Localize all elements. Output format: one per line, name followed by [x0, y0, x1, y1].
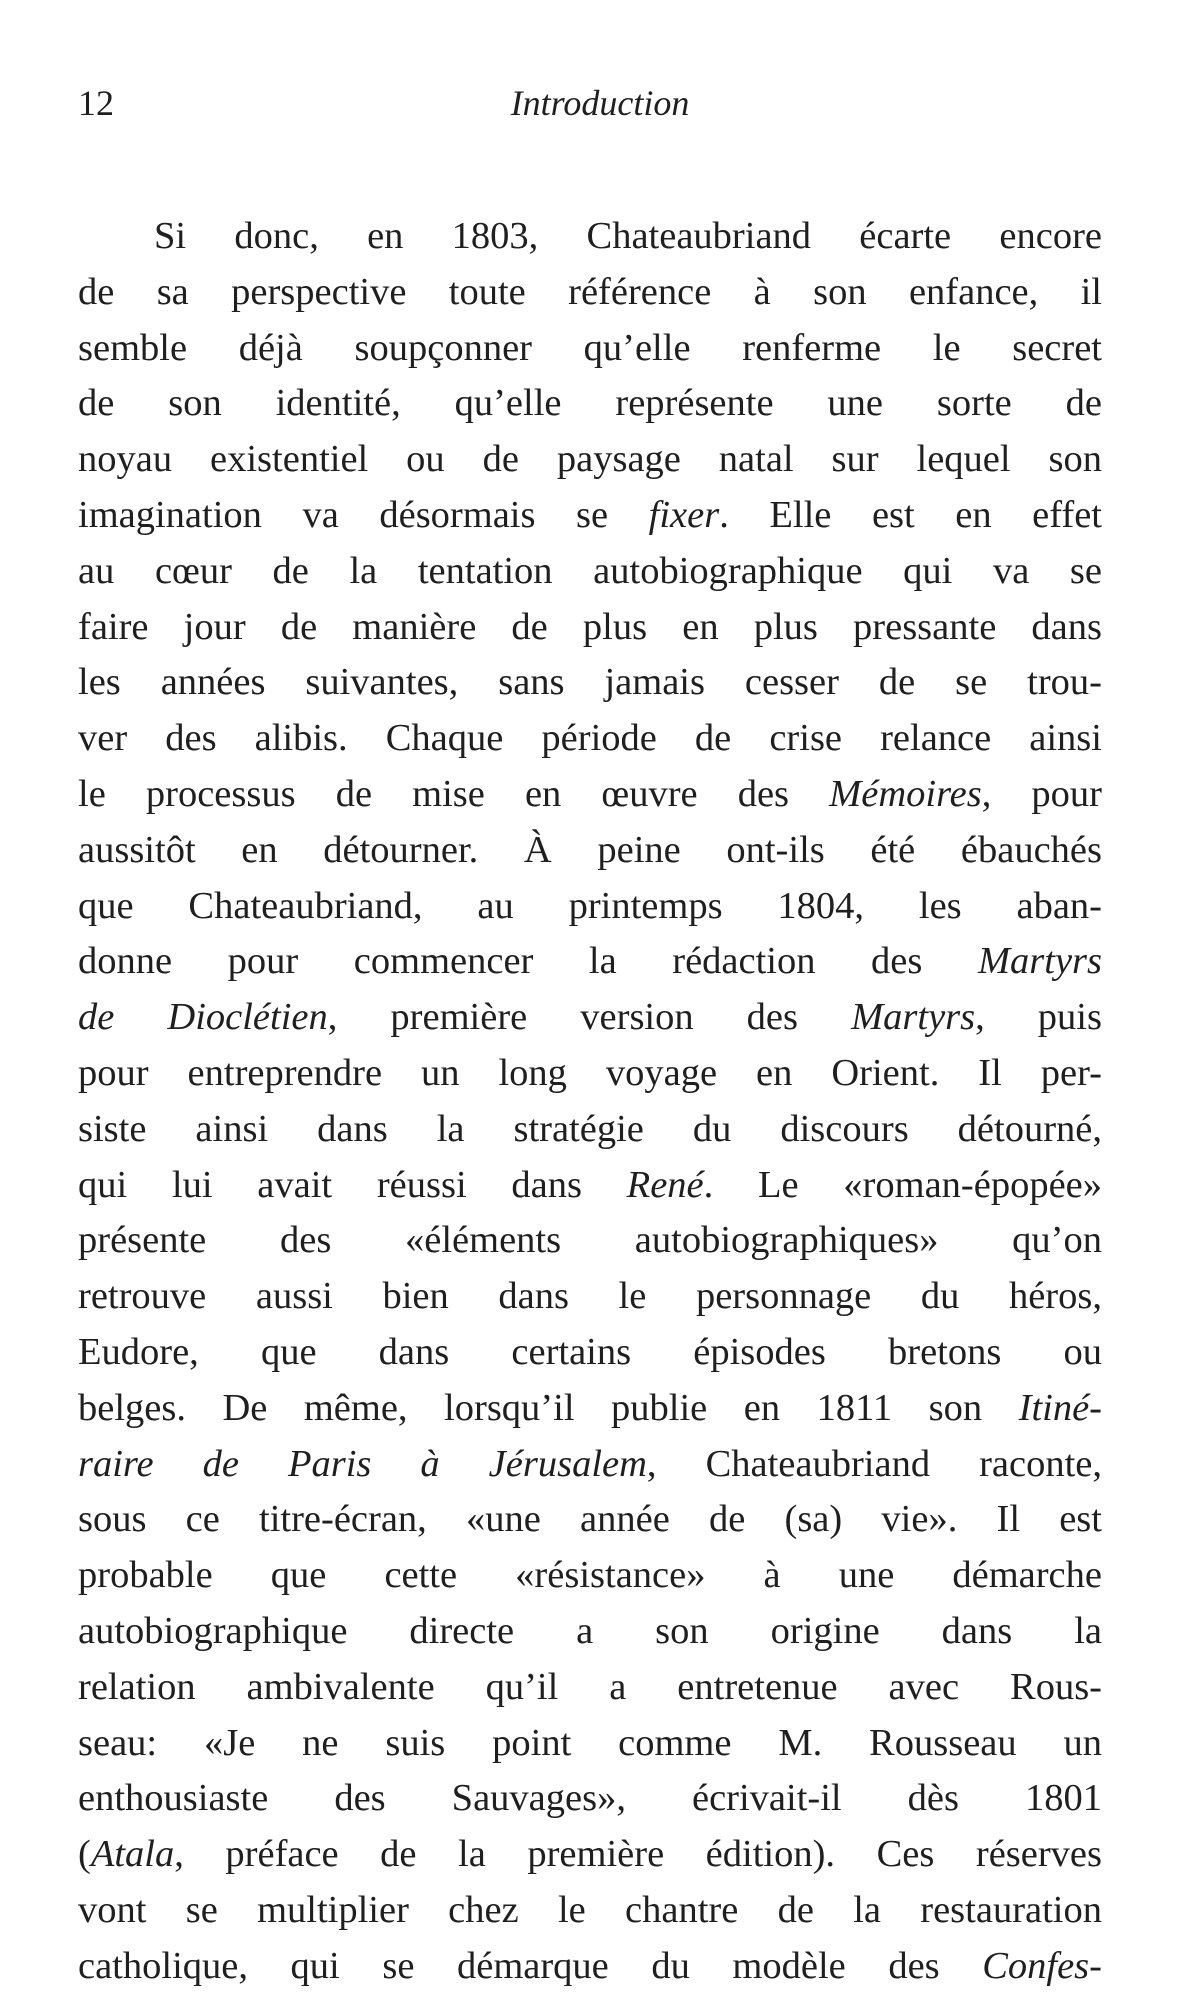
text-run: pour entreprendre un long voyage en Orient. Il per- — [78, 1051, 1102, 1094]
text-run: , première version des — [327, 996, 852, 1039]
text-run: , préface de la première édition). Ces réserves — [174, 1833, 1102, 1876]
text-line — [78, 600, 1102, 656]
text-run: ver des alibis. Chaque période de crise relance ainsi — [78, 717, 1102, 760]
text-run: . Elle est en effet — [719, 493, 1102, 536]
italic-title: fixer — [648, 493, 720, 536]
text-line — [78, 1213, 1102, 1269]
italic-title: Confes- — [982, 1944, 1102, 1987]
text-run: semble déjà soupçonner qu’elle renferme le secret — [78, 326, 1102, 369]
text-run: noyau existentiel ou de paysage natal sur lequel son — [78, 438, 1102, 481]
text-line — [78, 1437, 1102, 1493]
text-run: les années suivantes, sans jamais cesser de se trou- — [78, 661, 1102, 704]
text-run: de son identité, qu’elle représente une sorte de — [78, 382, 1102, 425]
text-line — [78, 767, 1102, 823]
text-line — [78, 1492, 1102, 1548]
text-run: . Le «roman-épopée» — [703, 1163, 1102, 1206]
text-run: sous ce titre-écran, «une année de (sa) vie». Il est — [78, 1498, 1102, 1541]
text-line — [78, 990, 1102, 1046]
page-number: 12 — [78, 83, 114, 123]
italic-title: de Dioclétien — [78, 996, 328, 1039]
text-run: qui lui avait réussi dans — [78, 1163, 627, 1206]
text-run: aussitôt en détourner. À peine ont-ils été ébauchés — [78, 828, 1102, 871]
text-line — [78, 655, 1102, 711]
text-run: seau: «Je ne suis point comme M. Rousseau un — [78, 1721, 1102, 1764]
italic-title: René — [626, 1163, 704, 1206]
running-head — [78, 78, 1102, 128]
text-line — [78, 265, 1102, 321]
text-line — [78, 488, 1102, 544]
text-line — [78, 432, 1102, 488]
text-line — [78, 1325, 1102, 1381]
text-line — [78, 1660, 1102, 1716]
text-run: , Chateaubriand raconte, — [646, 1442, 1102, 1485]
text-run: enthousiaste des Sauvages», écrivait-il dès 1801 — [78, 1777, 1102, 1820]
text-run: imagination va désormais se — [78, 493, 649, 536]
text-line — [78, 1102, 1102, 1158]
text-run: Eudore, que dans certains épisodes bretons ou — [78, 1330, 1102, 1373]
text-line — [78, 823, 1102, 879]
italic-title: Mémoires — [829, 772, 982, 815]
text-line — [78, 1381, 1102, 1437]
italic-title: Martyrs — [851, 996, 976, 1039]
text-line — [78, 321, 1102, 377]
text-run: siste ainsi dans la stratégie du discours détourné, — [78, 1107, 1102, 1150]
text-run: catholique, qui se démarque du modèle des — [78, 1944, 983, 1987]
text-run: de sa perspective toute référence à son enfance, il — [78, 270, 1102, 313]
body-paragraph — [78, 209, 1102, 1995]
text-line — [78, 376, 1102, 432]
text-line — [78, 1548, 1102, 1604]
text-line — [78, 1269, 1102, 1325]
text-line — [78, 544, 1102, 600]
text-run: le processus de mise en œuvre des — [78, 772, 830, 815]
italic-title: Martyrs — [977, 940, 1102, 983]
text-line — [78, 1158, 1102, 1214]
text-run: présente des «éléments autobiographiques» qu’on — [78, 1219, 1102, 1262]
text-line — [78, 1046, 1102, 1102]
text-run: autobiographique directe a son origine dans la — [78, 1609, 1102, 1652]
running-title: Introduction — [510, 83, 690, 123]
text-line — [78, 934, 1102, 990]
text-run: ( — [78, 1833, 91, 1876]
text-run: relation ambivalente qu’il a entretenue avec Rous- — [78, 1665, 1102, 1708]
text-line — [78, 1939, 1102, 1995]
text-line — [78, 879, 1102, 935]
text-line — [78, 1771, 1102, 1827]
text-run: que Chateaubriand, au printemps 1804, les aban- — [78, 884, 1102, 927]
text-run: donne pour commencer la rédaction des — [78, 940, 978, 983]
text-line — [78, 1883, 1102, 1939]
text-line — [78, 1604, 1102, 1660]
italic-title: Atala — [90, 1833, 175, 1876]
text-run: Si donc, en 1803, Chateaubriand écarte encore — [154, 215, 1102, 257]
text-run: vont se multiplier chez le chantre de la restauration — [78, 1888, 1102, 1931]
italic-title: Itiné- — [1018, 1386, 1102, 1429]
text-line — [78, 1827, 1102, 1883]
text-run: faire jour de manière de plus en plus pressante dans — [78, 605, 1102, 648]
text-run: au cœur de la tentation autobiographique qui va se — [78, 549, 1102, 592]
text-line — [78, 209, 1102, 265]
text-run: retrouve aussi bien dans le personnage du héros, — [78, 1275, 1102, 1318]
text-line — [78, 1716, 1102, 1772]
italic-title: raire de Paris à Jérusalem — [78, 1442, 647, 1485]
text-run: , pour — [981, 772, 1103, 815]
text-run: belges. De même, lorsqu’il publie en 1811 son — [78, 1386, 1019, 1429]
text-line — [78, 711, 1102, 767]
text-run: , puis — [975, 996, 1102, 1039]
text-run: probable que cette «résistance» à une démarche — [78, 1554, 1102, 1597]
